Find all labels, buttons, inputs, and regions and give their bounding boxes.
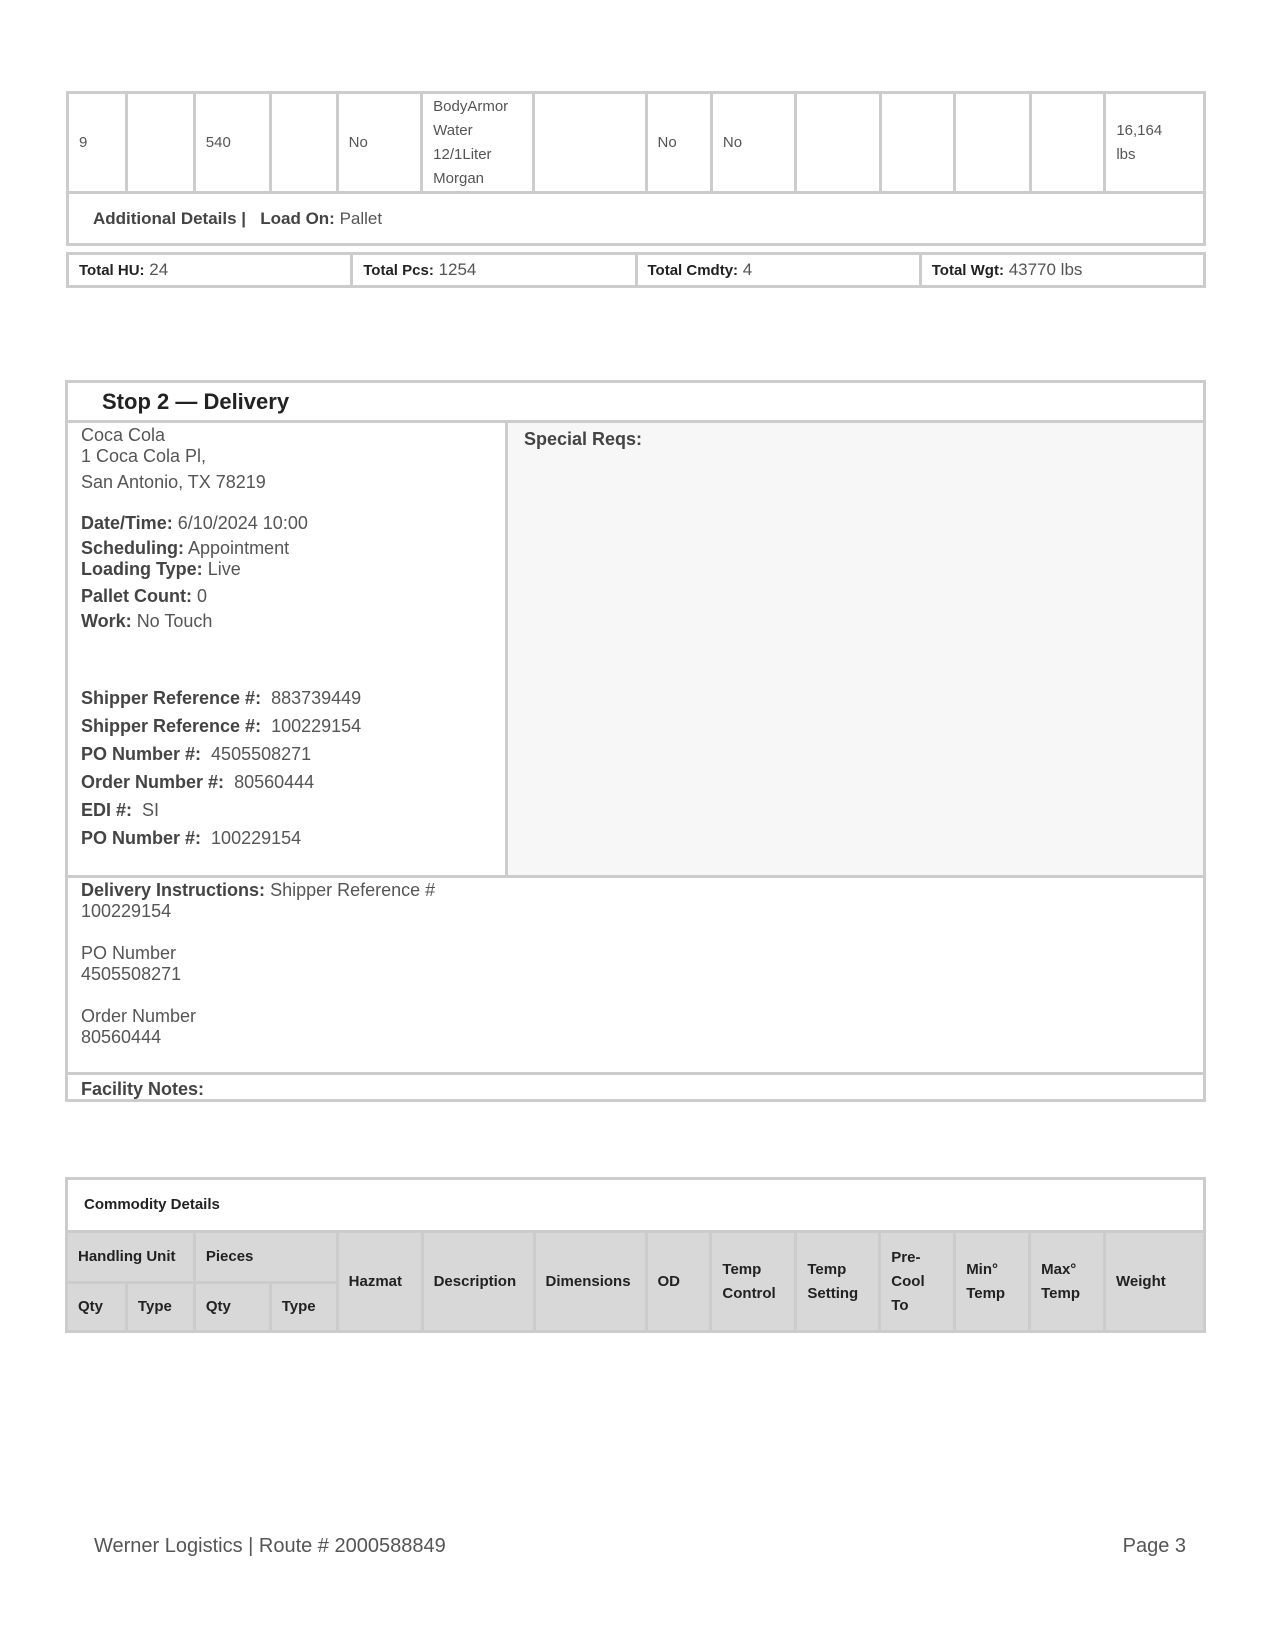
header-row [67, 1232, 1205, 1283]
delivery-instructions: Delivery Instructions: Shipper Reference # 100229154 PO Number 4505508271 Order Number 80560444 [68, 875, 1203, 1075]
min-temp-header: Min° Temp [955, 1232, 1030, 1332]
temp-setting-cell [796, 93, 881, 193]
special-reqs-label: Special Reqs: [524, 429, 643, 449]
dimensions-cell [533, 93, 646, 193]
hazmat-header: Hazmat [337, 1232, 422, 1332]
load-on-label: Load On: [260, 208, 335, 228]
max-temp-header: Max° Temp [1030, 1232, 1105, 1332]
pre-cool-header: Pre- Cool To [880, 1232, 955, 1332]
reference-shipper-1: Shipper Reference #: 883739449 [81, 688, 362, 708]
stop-title: Stop 2 — Delivery [102, 389, 290, 414]
hu-qty-header: Qty [67, 1283, 127, 1332]
pcs-type-header: Type [270, 1283, 337, 1332]
scheduling: Scheduling: Appointment [81, 538, 290, 558]
total-hu: Total HU: 24 [68, 254, 352, 287]
stop-header [68, 383, 1203, 423]
address-line-1: 1 Coca Cola Pl, [81, 446, 207, 466]
description-header: Description [422, 1232, 534, 1332]
commodity-table-continued [66, 91, 1206, 246]
commodity-details-table [65, 1177, 1206, 1333]
additional-details-label: Additional Details | [93, 208, 247, 228]
hu-type-cell [127, 93, 194, 193]
pieces-header: Pieces [194, 1232, 337, 1283]
datetime: Date/Time: 6/10/2024 10:00 [81, 513, 308, 533]
handling-unit-header: Handling Unit [67, 1232, 195, 1283]
totals-row [68, 254, 1205, 287]
reference-edi: EDI #: SI [81, 800, 160, 820]
footer-route: Werner Logistics | Route # 2000588849 [94, 1535, 446, 1557]
description-cell: BodyArmor Water 12/1Liter Morgan [422, 93, 534, 193]
load-on-value: Pallet [339, 208, 383, 228]
pcs-qty-cell: 540 [194, 93, 270, 193]
pcs-type-cell [271, 93, 337, 193]
min-temp-cell [955, 93, 1030, 193]
hazmat-cell: No [337, 93, 422, 193]
commodity-details-section [65, 1177, 1206, 1333]
stop-section [65, 380, 1206, 1102]
hu-type-header: Type [126, 1283, 194, 1332]
company-name: Coca Cola [81, 425, 166, 445]
commodity-details-title-row [67, 1179, 1205, 1232]
total-pcs: Total Pcs: 1254 [352, 254, 636, 287]
reference-po-1: PO Number #: 4505508271 [81, 744, 312, 764]
max-temp-cell [1030, 93, 1104, 193]
pcs-qty-header: Qty [194, 1283, 270, 1332]
pre-cool-cell [880, 93, 954, 193]
work: Work: No Touch [81, 611, 213, 631]
weight-cell: 16,164 lbs [1105, 93, 1205, 193]
totals-table [66, 252, 1206, 288]
temp-control-cell: No [711, 93, 796, 193]
pallet-count: Pallet Count: 0 [81, 586, 208, 606]
special-reqs-panel [508, 423, 1203, 875]
table-row [68, 93, 1205, 193]
total-wgt: Total Wgt: 43770 lbs [920, 254, 1204, 287]
reference-shipper-2: Shipper Reference #: 100229154 [81, 716, 362, 736]
total-cmdty: Total Cmdty: 4 [636, 254, 920, 287]
loading-type: Loading Type: Live [81, 559, 241, 579]
temp-control-header: Temp Control [711, 1232, 796, 1332]
dimensions-header: Dimensions [534, 1232, 646, 1332]
temp-setting-header: Temp Setting [796, 1232, 880, 1332]
stop-details [68, 423, 508, 875]
commodity-details-title: Commodity Details [67, 1179, 1205, 1232]
reference-order: Order Number #: 80560444 [81, 772, 315, 792]
hu-qty-cell: 9 [68, 93, 127, 193]
additional-details-row [68, 193, 1205, 245]
page-number: Page 3 [1122, 1535, 1186, 1557]
facility-notes-label: Facility Notes: [81, 1079, 205, 1099]
reference-po-2: PO Number #: 100229154 [81, 828, 302, 848]
od-cell: No [646, 93, 711, 193]
od-header: OD [646, 1232, 711, 1332]
address-line-2: San Antonio, TX 78219 [81, 472, 266, 492]
weight-header: Weight [1105, 1232, 1205, 1332]
